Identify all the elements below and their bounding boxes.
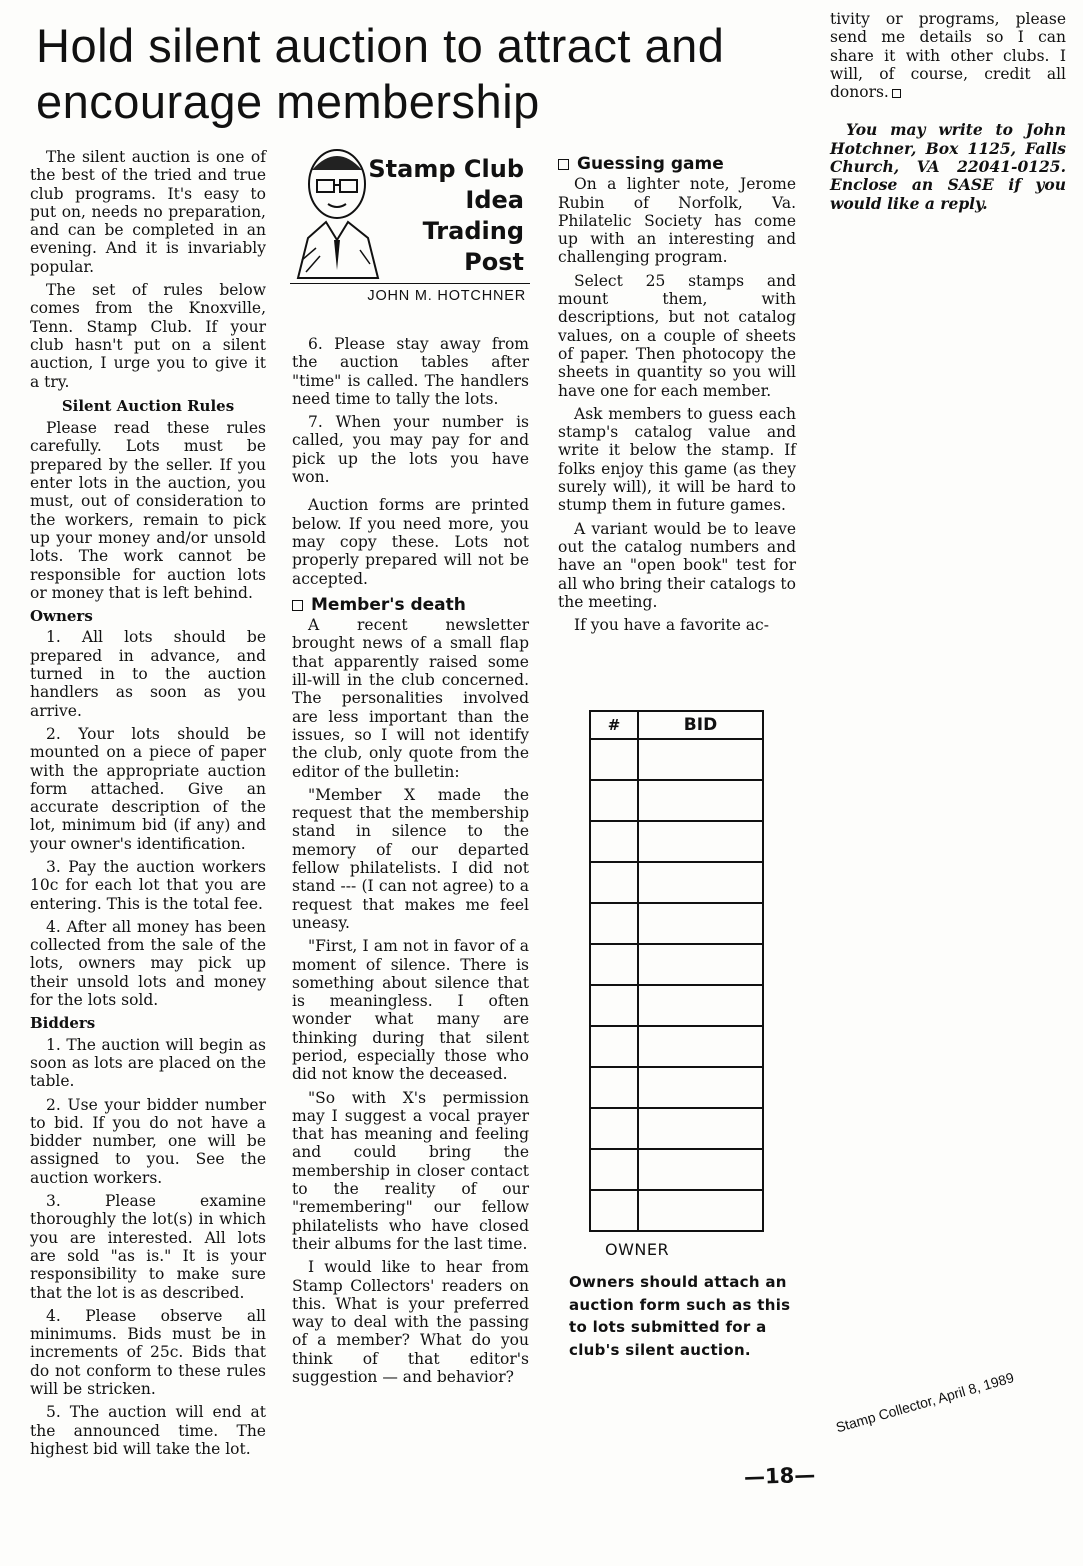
rule-item: 2. Use your bidder number to bid. If you do not have a bidder number, one will be assigned to you. See the auction workers. — [30, 1095, 266, 1187]
page-number: —18— — [743, 1462, 816, 1490]
article-column-2 — [292, 335, 529, 1391]
divider — [290, 283, 530, 284]
paragraph: Auction forms are printed below. If you need more, you may copy these. Lots not properly prepared will not be accepted. — [292, 496, 529, 588]
form-row — [590, 944, 763, 985]
form-header-bid: BID — [638, 711, 763, 739]
rule-item: 7. When your number is called, you may pay for and pick up the lots you have won. — [292, 413, 529, 487]
column-logo — [290, 140, 530, 310]
paragraph: Please read these rules carefully. Lots must be prepared by the seller. If you enter lots in the auction, you must, out of consideration to the workers, remain to pick up your money and/or unsold lots. The work cannot be responsible for auction lots or money that is left behind. — [30, 419, 266, 602]
paragraph: A variant would be to leave out the catalog numbers and have an "open book" test for all who bring their catalogs to the meeting. — [558, 519, 796, 611]
byline: JOHN M. HOTCHNER — [367, 288, 526, 304]
article-column-1 — [30, 148, 266, 1463]
form-row — [590, 985, 763, 1026]
rule-item: 4. After all money has been collected from the sale of the lots, owners may pick up their unsold lots and money for the lots sold. — [30, 917, 266, 1010]
article-column-4 — [830, 10, 1066, 218]
form-row — [590, 903, 763, 944]
form-caption: Owners should attach an auction form such as this to lots submitted for a club's silent auction. — [569, 1273, 791, 1359]
form-owner-label: OWNER — [605, 1240, 670, 1259]
form-row — [590, 1067, 763, 1108]
paragraph: "Member X made the request that the membership stand in silence to the memory of our departed fellow philatelists. I did not stand --- (I can not agree) to a request that makes me feel uneasy. — [292, 785, 529, 932]
paragraph: "So with X's permission may I suggest a vocal prayer that has meaning and feeling and could bring the membership in closer contact to the reality of our "remembering" our fellow philatelists who have closed their albums for the last time. — [292, 1088, 529, 1253]
rule-item: 4. Please observe all minimums. Bids must be in increments of 25c. Bids that do not conform to these rules will be stricken. — [30, 1306, 266, 1398]
publication-line: Stamp Collector, April 8, 1989 — [834, 1369, 1016, 1436]
form-row — [590, 1108, 763, 1149]
paragraph: A recent newsletter brought news of a small flap that apparently raised some ill-will in the club concerned. The personalities involved are less important than the issues, so I will not identify the club, only quote from the editor of the bulletin: — [292, 616, 529, 781]
rule-item: 1. The auction will begin as soon as lots are placed on the table. — [30, 1035, 266, 1091]
bidders-heading: Bidders — [30, 1014, 96, 1033]
form-row — [590, 821, 763, 862]
owners-heading: Owners — [30, 607, 93, 626]
rule-item: 2. Your lots should be mounted on a piece of paper with the appropriate auction form attached. Give an accurate description of the lot, minimum bid (if any) and your owner's identification. — [30, 724, 266, 853]
paragraph: tivity or programs, please send me details so I can share it with other clubs. I will, of course, credit all donors. — [830, 10, 1066, 102]
paragraph: Select 25 stamps and mount them, with descriptions, but not catalog values, on a couple of sheets of paper. Then photocopy the sheets in quantity so you will have one for each member. — [558, 271, 796, 400]
form-row — [590, 862, 763, 903]
rule-item: 1. All lots should be prepared in advance, and turned in to the auction handlers as soon as you arrive. — [30, 628, 266, 720]
form-row — [590, 1149, 763, 1190]
headline: Hold silent auction to attract and encourage membership — [36, 19, 725, 128]
paragraph: If you have a favorite ac- — [574, 616, 769, 635]
rule-item: 3. Pay the auction workers 10c for each lot that you are entering. This is the total fee. — [30, 857, 266, 913]
auction-form — [589, 710, 764, 1232]
rule-item: 3. Please examine thoroughly the lot(s) in which you are interested. All lots are sold "as is." It is your responsibility to make sure that the lot is as described. — [30, 1192, 266, 1302]
paragraph: I would like to hear from Stamp Collectors' readers on this. What is your preferred way to deal with the passing of a member? What do you think of that editor's suggestion — and behavior? — [292, 1258, 529, 1387]
box-bullet-icon — [292, 600, 303, 611]
rule-item: 5. The auction will end at the announced time. The highest bid will take the lot. — [30, 1403, 266, 1458]
section-heading-guessing-game: Guessing game — [558, 155, 796, 173]
logo-title: Stamp Club Idea Trading Post — [368, 155, 524, 276]
paragraph: The silent auction is one of the best of the tried and true club programs. It's easy to put on, needs no preparation, and can be completed in an evening. And it is invariably popular. — [30, 148, 266, 276]
end-mark-icon — [892, 89, 901, 98]
paragraph: On a lighter note, Jerome Rubin of Norfolk, Va. Philatelic Society has come up with an interesting and challenging program. — [558, 175, 796, 267]
paragraph: "First, I am not in favor of a moment of silence. There is something about silence that is meaningless. I often wonder what many are thinking during that silent period, especially those who did not know the deceased. — [292, 937, 529, 1084]
form-header-number: # — [590, 711, 638, 739]
rule-item: 6. Please stay away from the auction tables after "time" is called. The handlers need time to tally the lots. — [292, 335, 529, 408]
paragraph: The set of rules below comes from the Knoxville, Tenn. Stamp Club. If your club hasn't put on a silent auction, I urge you to give it a try. — [30, 281, 266, 391]
section-heading-members-death: Member's death — [292, 596, 529, 614]
form-row — [590, 780, 763, 821]
contact-note: You may write to John Hotchner, Box 1125, Falls Church, VA 22041-0125. Enclose an SASE if you would like a reply. — [830, 120, 1066, 213]
box-bullet-icon — [558, 159, 569, 170]
rules-heading: Silent Auction Rules — [61, 396, 235, 415]
form-row — [590, 1026, 763, 1067]
paragraph: Ask members to guess each stamp's catalog value and write it below the stamp. If folks enjoy this game (as they surely will), it will be hard to stump them in future games. — [558, 404, 796, 515]
form-row — [590, 739, 763, 780]
article-column-3 — [558, 155, 796, 639]
form-row — [590, 1190, 763, 1231]
